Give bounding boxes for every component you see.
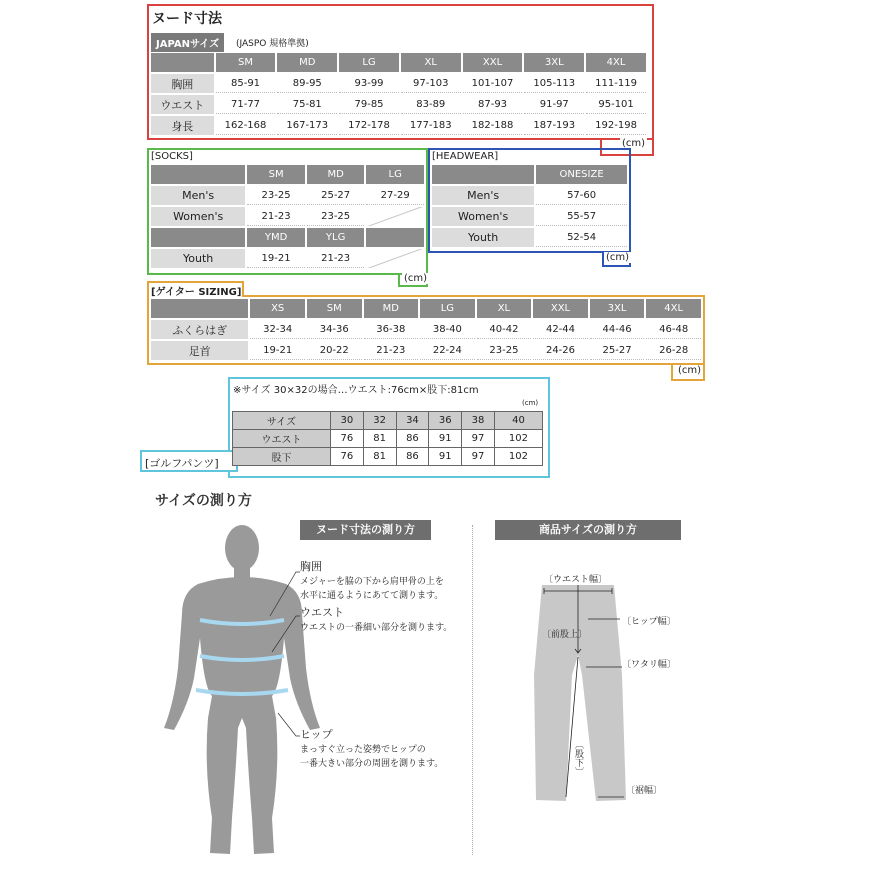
nude-title: ヌード寸法	[152, 11, 222, 27]
row-label: 身長	[151, 116, 214, 135]
table-row	[151, 341, 701, 360]
size-value: 105-113	[524, 74, 584, 93]
hip-desc-2: 一番大きい部分の周囲を測ります。	[300, 759, 444, 769]
row-label: ウエスト	[151, 95, 214, 114]
row-label: Women's	[151, 207, 245, 226]
size-header: 40	[494, 412, 542, 430]
table-row	[151, 186, 424, 205]
size-value: 19-21	[247, 249, 305, 268]
socks-title: [SOCKS]	[151, 151, 193, 162]
size-value: 22-24	[420, 341, 475, 360]
jaspo-note: (JASPO 規格準拠)	[236, 39, 309, 49]
gaiter-size-table	[149, 297, 703, 362]
size-value: 23-25	[477, 341, 532, 360]
hip-note	[300, 728, 443, 771]
size-value: 23-25	[247, 186, 305, 205]
gaiter-title: [ゲイター SIZING]	[151, 287, 242, 298]
size-header: XS	[250, 299, 305, 318]
table-header-row	[151, 299, 701, 318]
size-value: 21-23	[364, 341, 419, 360]
size-value: 101-107	[463, 74, 523, 93]
headwear-size-table	[430, 163, 629, 249]
size-value: 52-54	[536, 228, 627, 247]
size-value: 32-34	[250, 320, 305, 339]
size-header: YLG	[307, 228, 365, 247]
table-header-row	[151, 53, 646, 72]
header-label: サイズ	[233, 412, 331, 430]
size-value: 76	[330, 448, 363, 466]
chest-label: 胸囲	[300, 560, 322, 573]
size-value: 89-95	[277, 74, 337, 93]
size-header: MD	[307, 165, 365, 184]
row-label: Men's	[151, 186, 245, 205]
row-label: Youth	[432, 228, 534, 247]
size-value: 102	[494, 430, 542, 448]
empty-cell	[366, 249, 424, 268]
size-header: 30	[330, 412, 363, 430]
socks-size-table	[149, 163, 426, 270]
pants-hip-label: 〔ヒップ幅〕	[622, 617, 676, 627]
size-value: 97-103	[401, 74, 461, 93]
row-label: 足首	[151, 341, 248, 360]
headwear-title: [HEADWEAR]	[432, 151, 499, 162]
waist-note	[300, 606, 452, 635]
japan-size-badge: JAPANサイズ	[151, 33, 224, 52]
size-value: 27-29	[366, 186, 424, 205]
size-value: 177-183	[401, 116, 461, 135]
size-value: 102	[494, 448, 542, 466]
socks-unit: (cm)	[404, 273, 428, 284]
table-header-row	[432, 165, 627, 184]
size-value: 20-22	[307, 341, 362, 360]
size-value: 46-48	[646, 320, 701, 339]
size-value: 71-77	[216, 95, 276, 114]
table-row	[151, 207, 424, 226]
pants-inseam-label: 〔股下〕	[573, 740, 583, 776]
chest-desc-2: 水平に通るようにあてて測ります。	[300, 591, 444, 601]
product-measure-title: 商品サイズの測り方	[495, 520, 681, 540]
size-value: 187-193	[524, 116, 584, 135]
size-header: 34	[396, 412, 429, 430]
size-value: 79-85	[339, 95, 399, 114]
chest-desc-1: メジャーを脇の下から肩甲骨の上を	[300, 577, 444, 587]
table-row	[233, 430, 543, 448]
size-value: 25-27	[590, 341, 645, 360]
size-header: XL	[401, 53, 461, 72]
size-value: 81	[363, 430, 396, 448]
nude-size-table	[149, 51, 648, 137]
header-corner	[151, 165, 245, 184]
golf-note: ※サイズ 30×32の場合…ウエスト:76cm×股下:81cm	[233, 385, 479, 396]
row-label: Women's	[432, 207, 534, 226]
size-value: 172-178	[339, 116, 399, 135]
size-value: 21-23	[307, 249, 365, 268]
size-value: 86	[396, 430, 429, 448]
header-corner	[151, 53, 214, 72]
row-label: 股下	[233, 448, 331, 466]
row-label: 胸囲	[151, 74, 214, 93]
nude-unit: (cm)	[622, 138, 646, 149]
header-corner	[151, 228, 245, 247]
size-value: 192-198	[586, 116, 646, 135]
row-label: ふくらはぎ	[151, 320, 248, 339]
size-value: 87-93	[463, 95, 523, 114]
hip-label: ヒップ	[300, 728, 333, 741]
size-header: 36	[429, 412, 462, 430]
size-header: MD	[364, 299, 419, 318]
size-value: 57-60	[536, 186, 627, 205]
golf-size-table	[232, 411, 543, 466]
pants-figure	[530, 575, 640, 810]
table-row	[432, 228, 627, 247]
size-value: 86	[396, 448, 429, 466]
golf-unit: (cm)	[522, 399, 539, 407]
size-value: 81	[363, 448, 396, 466]
size-value: 91	[429, 448, 462, 466]
size-value: 44-46	[590, 320, 645, 339]
hip-desc-1: まっすぐ立った姿勢でヒップの	[300, 745, 426, 755]
gaiter-unit: (cm)	[678, 365, 702, 376]
size-value: 42-44	[533, 320, 588, 339]
size-value: 21-23	[247, 207, 305, 226]
table-header-row	[151, 165, 424, 184]
size-value: 95-101	[586, 95, 646, 114]
golf-title: [ゴルフパンツ]	[145, 457, 219, 470]
size-value: 36-38	[364, 320, 419, 339]
size-value: 38-40	[420, 320, 475, 339]
size-value: 85-91	[216, 74, 276, 93]
table-row	[233, 448, 543, 466]
table-header-row	[233, 412, 543, 430]
size-header: SM	[247, 165, 305, 184]
size-header: XXL	[533, 299, 588, 318]
pants-waist-label: 〔ウエスト幅〕	[544, 575, 608, 585]
section-divider	[472, 525, 473, 855]
waist-label: ウエスト	[300, 606, 344, 619]
size-header: LG	[366, 165, 424, 184]
size-value: 97	[462, 448, 495, 466]
size-value: 24-26	[533, 341, 588, 360]
size-header: 3XL	[524, 53, 584, 72]
table-row	[151, 116, 646, 135]
size-header: LG	[339, 53, 399, 72]
size-value: 34-36	[307, 320, 362, 339]
size-header: ONESIZE	[536, 165, 627, 184]
howto-title: サイズの測り方	[155, 493, 252, 509]
youth-header-row	[151, 228, 424, 247]
chest-note	[300, 560, 444, 603]
size-header: SM	[216, 53, 276, 72]
size-header: 3XL	[590, 299, 645, 318]
row-label: Youth	[151, 249, 245, 268]
size-value: 182-188	[463, 116, 523, 135]
size-value: 91-97	[524, 95, 584, 114]
size-value	[366, 207, 424, 226]
size-value: 26-28	[646, 341, 701, 360]
row-label: ウエスト	[233, 430, 331, 448]
size-value: 25-27	[307, 186, 365, 205]
size-value: 75-81	[277, 95, 337, 114]
table-row	[151, 74, 646, 93]
size-value: 40-42	[477, 320, 532, 339]
pants-hem-label: 〔裾幅〕	[626, 786, 663, 796]
size-header: MD	[277, 53, 337, 72]
waist-desc: ウエストの一番細い部分を測ります。	[300, 623, 453, 633]
pants-thigh-label: 〔ワタリ幅〕	[622, 660, 676, 670]
size-value: 167-173	[277, 116, 337, 135]
size-value: 91	[429, 430, 462, 448]
size-value: 76	[330, 430, 363, 448]
size-value: 97	[462, 430, 495, 448]
size-header: 4XL	[586, 53, 646, 72]
size-header: YMD	[247, 228, 305, 247]
header-corner	[151, 299, 248, 318]
size-header: XXL	[463, 53, 523, 72]
pants-rise-label: 〔前股上〕	[542, 630, 588, 640]
size-value: 83-89	[401, 95, 461, 114]
table-row	[151, 95, 646, 114]
size-header: 38	[462, 412, 495, 430]
row-label: Men's	[432, 186, 534, 205]
size-header: 32	[363, 412, 396, 430]
table-row	[432, 207, 627, 226]
size-value: 111-119	[586, 74, 646, 93]
size-value: 93-99	[339, 74, 399, 93]
header-corner	[432, 165, 534, 184]
size-header: SM	[307, 299, 362, 318]
size-header: 4XL	[646, 299, 701, 318]
body-measure-title: ヌード寸法の測り方	[300, 520, 431, 540]
size-value: 55-57	[536, 207, 627, 226]
header-empty	[366, 228, 424, 247]
table-row	[151, 320, 701, 339]
size-value: 19-21	[250, 341, 305, 360]
table-row	[151, 249, 424, 268]
size-header: LG	[420, 299, 475, 318]
size-header: XL	[477, 299, 532, 318]
size-value: 23-25	[307, 207, 365, 226]
table-row	[432, 186, 627, 205]
headwear-unit: (cm)	[606, 252, 630, 263]
size-value: 162-168	[216, 116, 276, 135]
